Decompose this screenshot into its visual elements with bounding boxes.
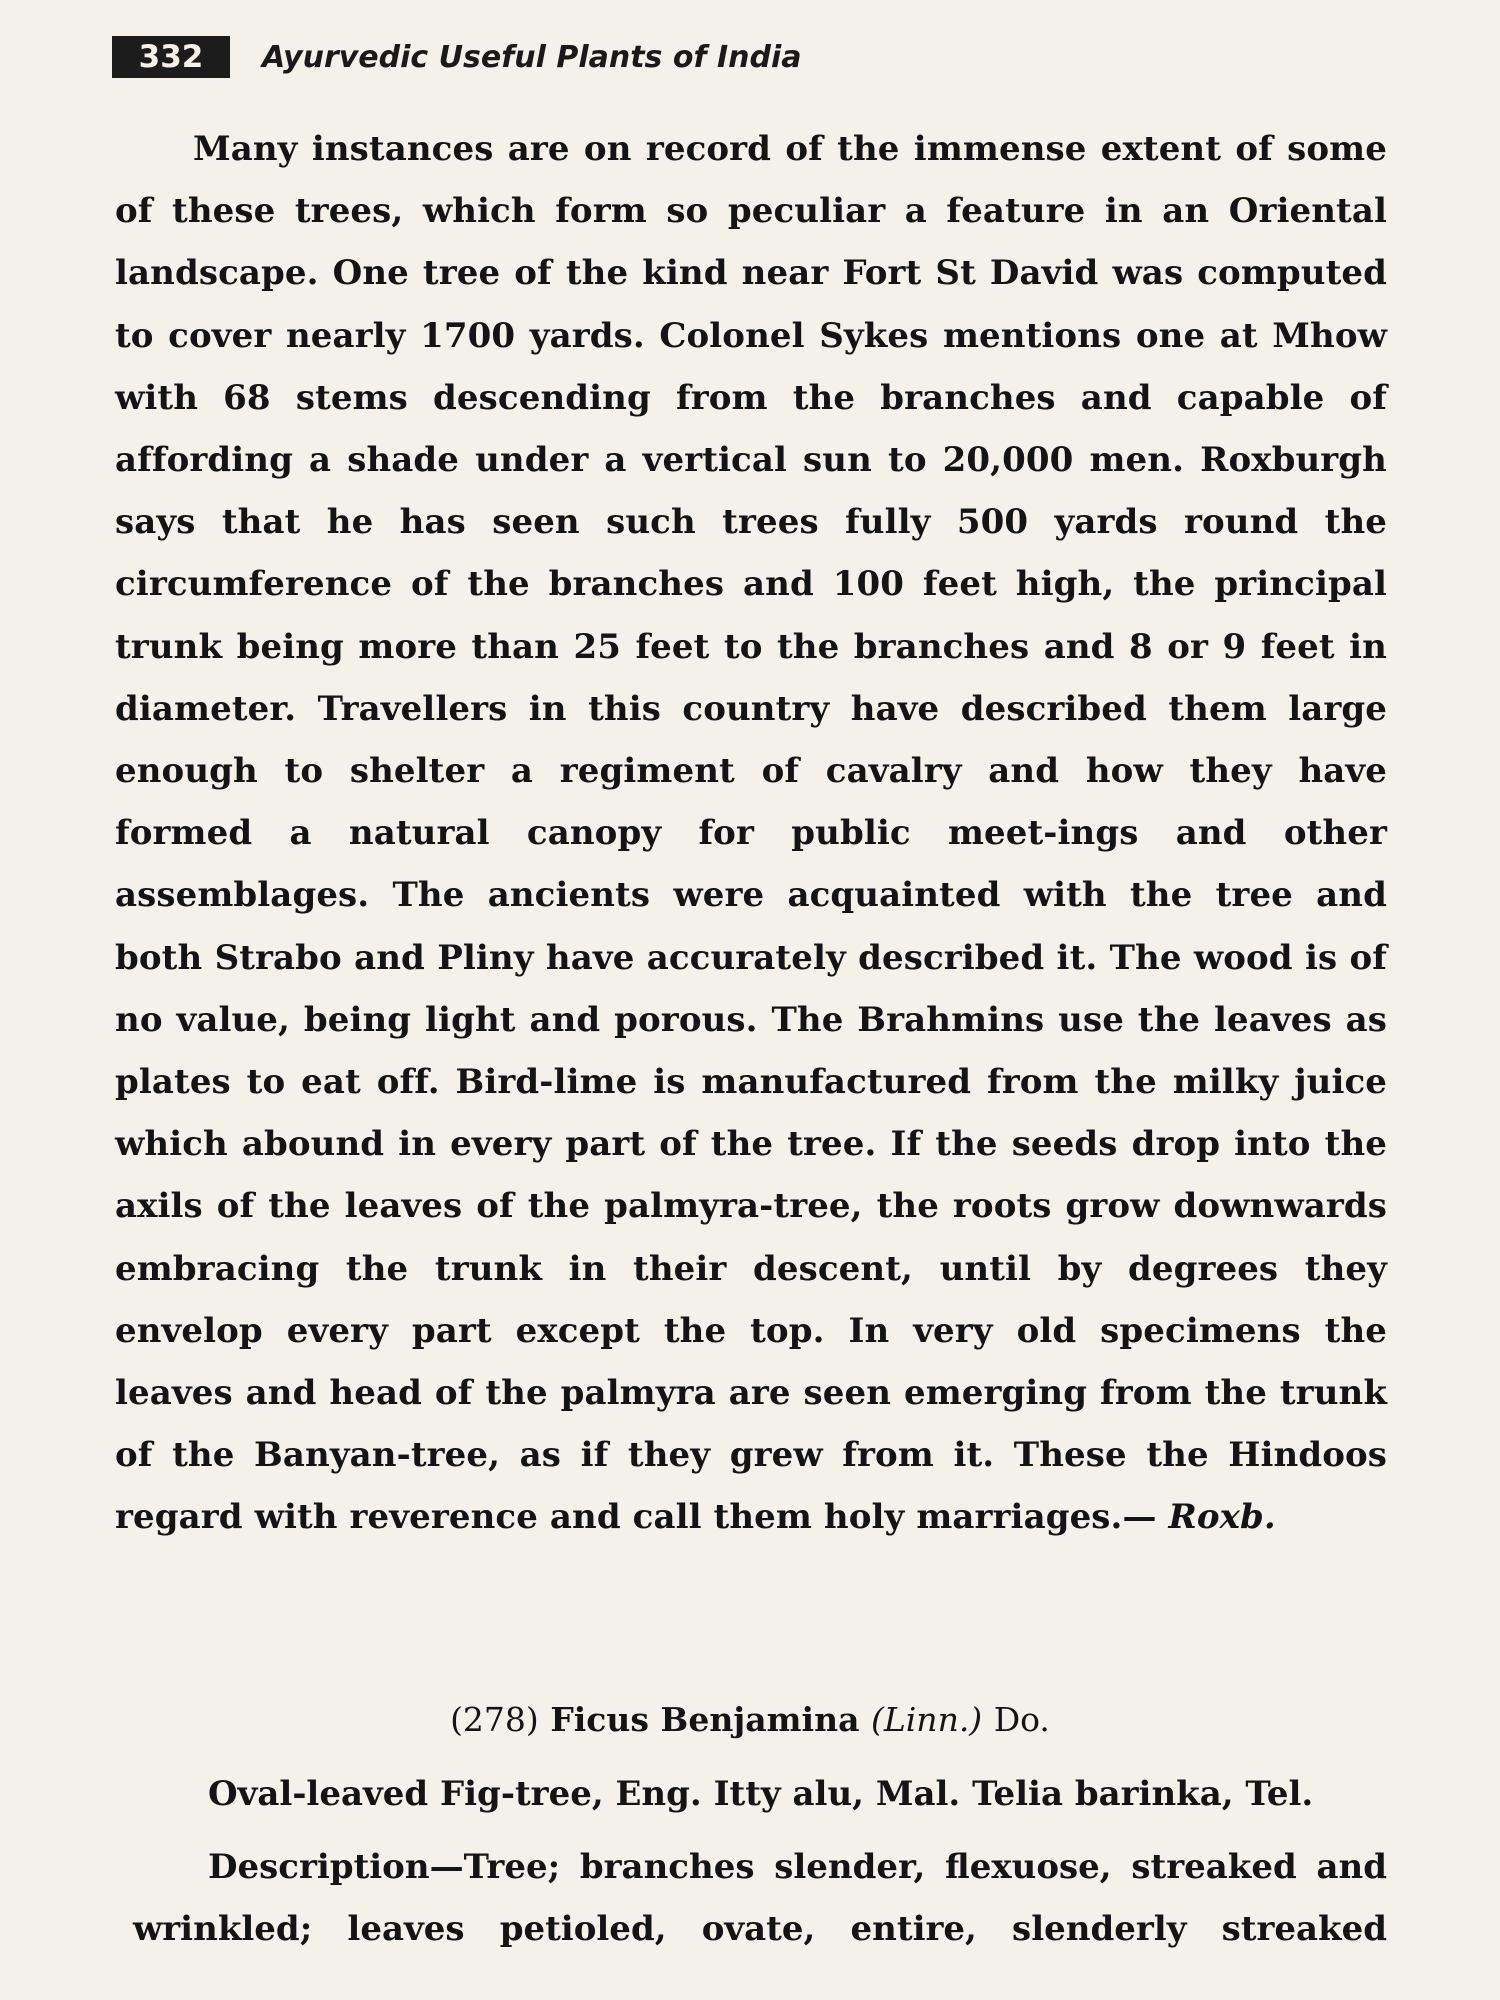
entry-number: (278) — [450, 1700, 539, 1739]
species-suffix: Do. — [993, 1700, 1050, 1739]
page-number: 332 — [112, 36, 230, 78]
page-header — [112, 36, 801, 78]
description-text: Description—Tree; branches slender, flexuose, streaked and wrinkled; leaves petioled, ovate, entire, slenderly streaked — [133, 1847, 1387, 1949]
species-name: Ficus Benjamina — [550, 1700, 860, 1739]
species-authority: (Linn.) — [870, 1700, 983, 1739]
running-title: Ayurvedic Useful Plants of India — [262, 39, 802, 75]
species-heading — [0, 1690, 1500, 1750]
species-description — [133, 1836, 1387, 1960]
attribution: Roxb. — [1168, 1497, 1276, 1538]
main-paragraph — [115, 118, 1387, 1549]
paragraph-text: Many instances are on record of the immense extent of some of these trees, which form so peculiar a feature in an Oriental landscape. One tree of the kind near Fort St David was computed to cover nearly 1700 yards. Colonel Sykes mentions one at Mhow with 68 stems descending from the branches and capable of affording a shade under a vertical sun to 20,000 men. Roxburgh says that he has seen such trees fully 500 yards round the circumference of the branches and 100 feet high, the principal trunk being more than 25 feet to the branches and 8 or 9 feet in diameter. Travellers in this country have described them large enough to shelter a regiment of cavalry and how they have formed a natural canopy for public meet-ings and other assemblages. The ancients were acquainted with the tree and both Strabo and Pliny have accurately described it. The wood is of no value, being light and porous. The Brahmins use the leaves as plates to eat off. Bird-lime is manufactured from the milky juice which abound in every part of the tree. If the seeds drop into the axils of the leaves of the palmyra-tree, the roots grow downwards embracing the trunk in their descent, until by degrees they envelop every part except the top. In very old specimens the leaves and head of the palmyra are seen emerging from the trunk of the Banyan-tree, as if they grew from it. These the Hindoos regard with reverence and call them holy marriages.— — [115, 129, 1387, 1538]
common-names: Oval-leaved Fig-tree, Eng. Itty alu, Mal. Telia barinka, Tel. — [208, 1774, 1314, 1814]
body-text — [115, 118, 1387, 1549]
